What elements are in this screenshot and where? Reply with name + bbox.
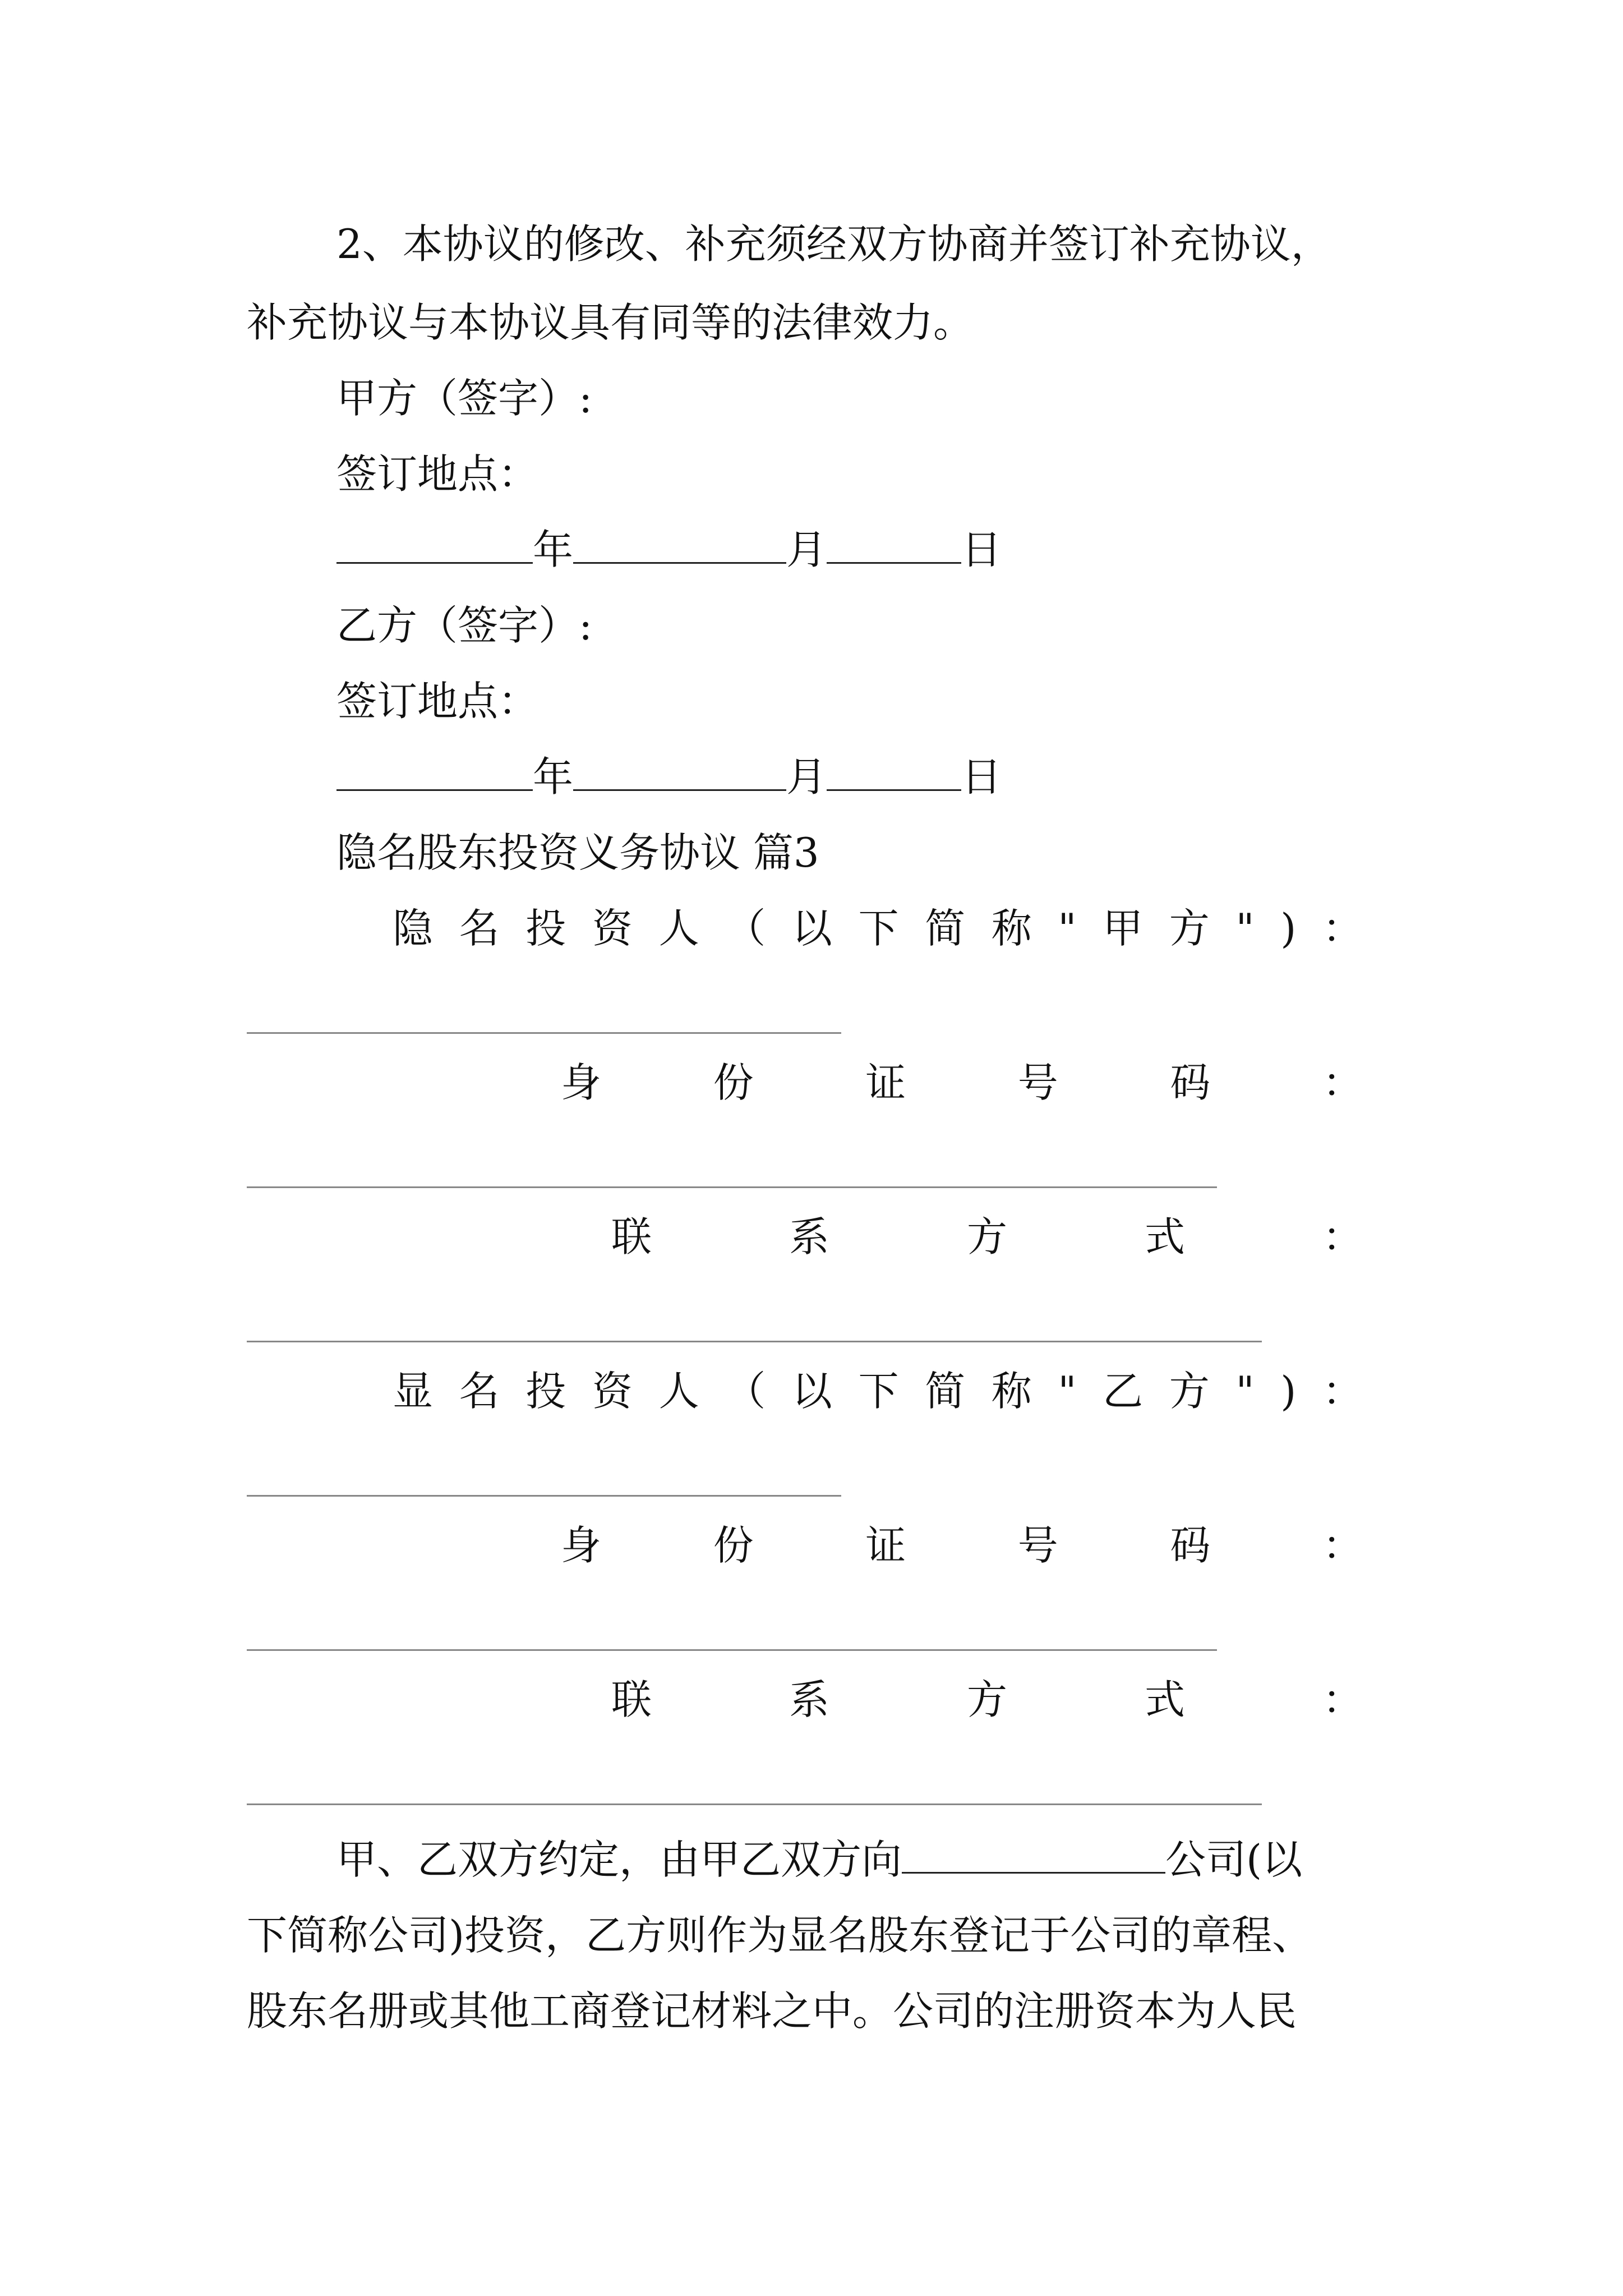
paragraph-line: 下简称公司)投资，乙方则作为显名股东登记于公司的章程、 <box>247 1912 1313 1959</box>
day-label: 日 <box>961 526 1002 573</box>
id-number-label: 身 份 证 号 码 ： <box>561 1059 1363 1106</box>
contact-label: 联 系 方 式 ： <box>611 1676 1363 1723</box>
paragraph-line: 补充协议与本协议具有同等的法律效力。 <box>247 299 974 346</box>
party-b-signature-label: 乙方（签字）: <box>336 602 593 649</box>
party-a-signature-label: 甲方（签字）: <box>336 375 593 422</box>
day-label: 日 <box>961 753 1002 800</box>
signing-place-label: 签订地点： <box>336 450 539 498</box>
fill-in-line <box>247 1032 841 1034</box>
day-blank <box>827 750 961 791</box>
paragraph-line: 股东名册或其他工商登记材料之中。公司的注册资本为人民 <box>247 1987 1297 2035</box>
id-number-label: 身 份 证 号 码 ： <box>561 1522 1363 1569</box>
month-blank <box>573 750 786 791</box>
paragraph-line: 甲、乙双方约定，由甲乙双方向 公司(以 <box>336 1832 1302 1888</box>
section-title: 隐名股东投资义务协议 篇3 <box>336 829 819 876</box>
paragraph-line: 2、本协议的修改、补充须经双方协商并签订补充协议， <box>336 220 1331 268</box>
company-name-blank <box>902 1833 1165 1874</box>
fill-in-line <box>247 1803 1262 1805</box>
fill-in-line <box>247 1495 841 1497</box>
day-blank <box>827 523 961 564</box>
signing-place-label: 签订地点： <box>336 678 539 725</box>
date-line <box>336 522 1002 578</box>
month-label: 月 <box>786 526 827 573</box>
year-blank <box>336 750 533 791</box>
year-label: 年 <box>533 526 574 573</box>
year-label: 年 <box>533 753 574 800</box>
contact-label: 联 系 方 式 ： <box>611 1213 1363 1260</box>
hidden-investor-label: 隐 名 投 资 人 （ 以 下 简 称 " 甲 方 " ) ： <box>393 905 1363 952</box>
year-blank <box>336 523 533 564</box>
fill-in-line <box>247 1341 1262 1342</box>
month-blank <box>573 523 786 564</box>
visible-investor-label: 显 名 投 资 人 （ 以 下 简 称 " 乙 方 " ) ： <box>393 1368 1363 1415</box>
fill-in-line <box>247 1186 1217 1188</box>
month-label: 月 <box>786 753 827 800</box>
date-line <box>336 749 1002 805</box>
fill-in-line <box>247 1649 1217 1651</box>
